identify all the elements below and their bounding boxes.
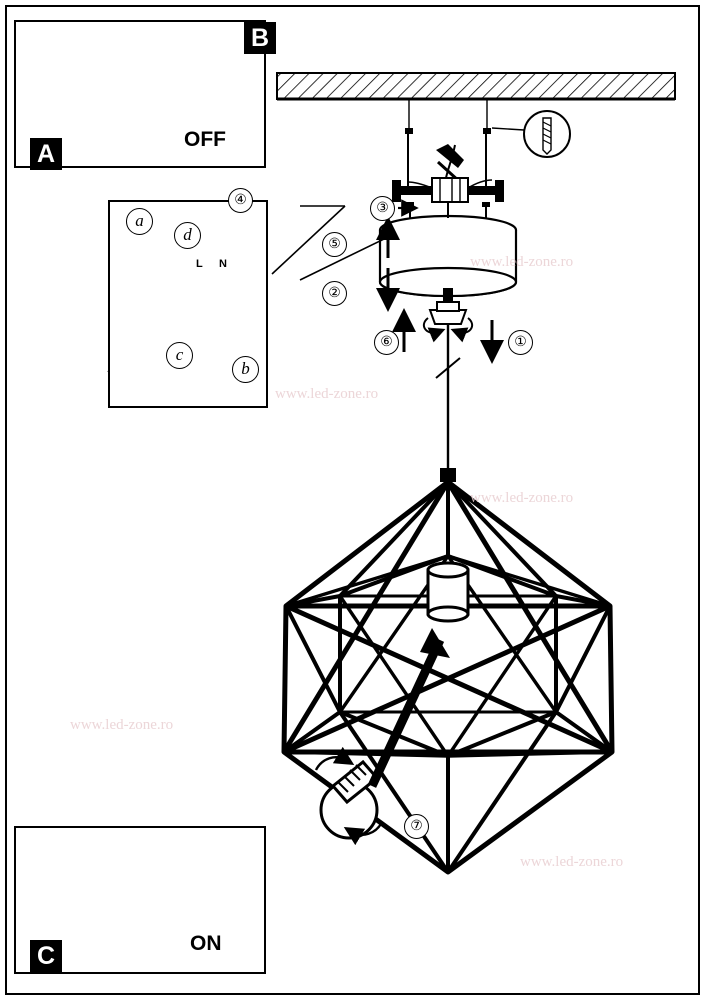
watermark: www.led-zone.ro xyxy=(275,386,379,402)
ceiling-screws xyxy=(405,100,570,186)
light-bulb xyxy=(321,762,377,838)
step-marker-6: ⑥ xyxy=(374,330,399,355)
ceiling-hatching xyxy=(277,73,675,99)
suspension-cable xyxy=(436,324,460,482)
substep-marker-d: d xyxy=(174,222,201,249)
step-marker-4: ④ xyxy=(228,188,253,213)
canopy xyxy=(380,202,516,296)
substep-marker-b: b xyxy=(232,356,259,383)
substep-marker-c: c xyxy=(166,342,193,369)
panel-letter-a: A xyxy=(30,138,62,170)
label-on: ON xyxy=(190,932,222,955)
watermark: www.led-zone.ro xyxy=(520,854,624,870)
step-marker-7: ⑦ xyxy=(404,814,429,839)
substep-marker-a: a xyxy=(126,208,153,235)
terminal-marking-n: N xyxy=(219,258,227,270)
step-marker-5: ⑤ xyxy=(322,232,347,257)
watermark: www.led-zone.ro xyxy=(470,254,574,270)
terminal-marking-l: L xyxy=(196,258,203,270)
panel-letter-b: B xyxy=(244,22,276,54)
step-marker-3: ③ xyxy=(370,196,395,221)
lamp-socket xyxy=(428,563,468,621)
panel-letter-c: C xyxy=(30,940,62,972)
watermark: www.led-zone.ro xyxy=(470,490,574,506)
label-off: OFF xyxy=(184,128,226,151)
step-marker-2: ② xyxy=(322,281,347,306)
step-marker-1: ① xyxy=(508,330,533,355)
watermark: www.led-zone.ro xyxy=(70,717,174,733)
